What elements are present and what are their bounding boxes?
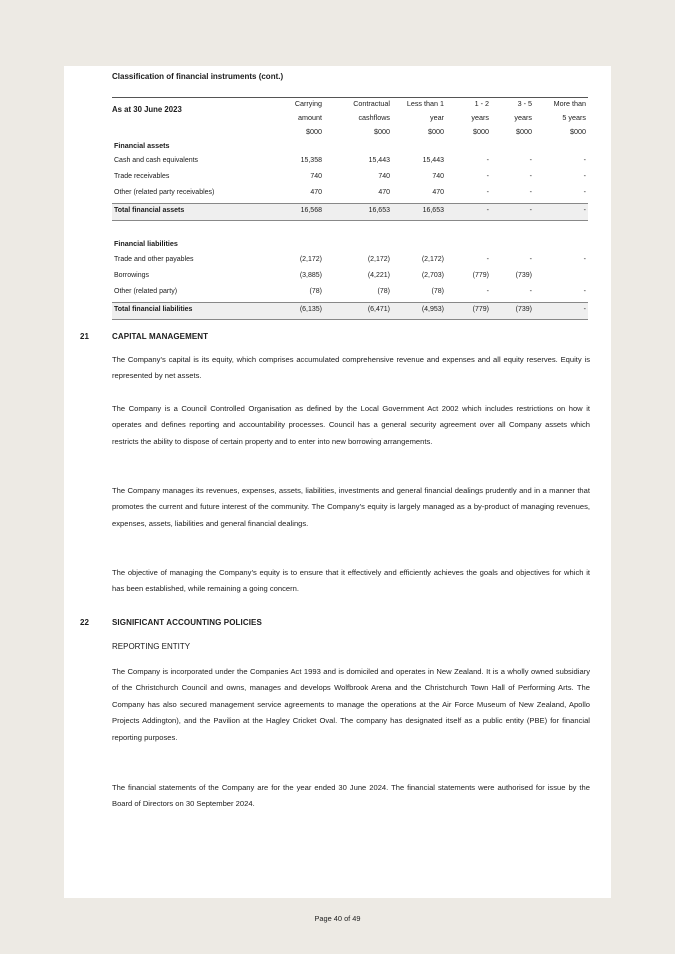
- table-row: Trade and other payables (2,172) (2,172) (2,172) - - -: [114, 256, 586, 263]
- subsection-title-reporting-entity: REPORTING ENTITY: [112, 642, 191, 651]
- table-header: [112, 97, 588, 139]
- section-title-significant-accounting-policies: SIGNIFICANT ACCOUNTING POLICIES: [112, 618, 262, 627]
- column-header-more-than-5-years: More than 5 years $000: [553, 99, 586, 136]
- total-financial-liabilities-row: Total financial liabilities (6,135) (6,471) (4,953) (779) (739) -: [112, 302, 588, 320]
- as-at-label: As at 30 June 2023: [112, 105, 182, 114]
- column-header-less-than-1-year: Less than 1 year $000: [406, 99, 444, 136]
- paragraph: The Company is incorporated under the Companies Act 1993 and is domiciled and operates in New Zealand. It is a wholly owned subsidiary of the Christchurch Council and owns, manages and develops Wolfbrook Arena and the Christchurch Town Hall of Performing Arts. The Company has also secured management service agreements to manage the operations at the Air Force Museum of New Zealand, Apollo Projects Addington), and the Pavilion at the Hagley Cricket Oval. The company has designated itself as a public entity (PBE) for financial reporting purposes.: [112, 667, 590, 742]
- paragraph: The Company manages its revenues, expenses, assets, liabilities, investments and general financial dealings prudently and in a manner that promotes the current and future interest of the community. The Company’s equity is largely managed as a by-product of managing revenues, expenses, assets, liabilities and general financial dealings.: [112, 486, 590, 528]
- column-header-3-5-years: 3 - 5 years $000: [514, 99, 532, 136]
- section-number-22: 22: [80, 618, 89, 627]
- section-number-21: 21: [80, 332, 89, 341]
- table-title: Classification of financial instruments (cont.): [112, 72, 284, 81]
- column-header-carrying-amount: Carrying amount $000: [294, 99, 322, 136]
- total-financial-assets-row: Total financial assets 16,568 16,653 16,653 - - -: [112, 203, 588, 221]
- table-row: Borrowings (3,885) (4,221) (2,703) (779) (739): [114, 272, 532, 279]
- document-page: [64, 66, 611, 898]
- section-title-capital-management: CAPITAL MANAGEMENT: [112, 332, 209, 341]
- paragraph: The financial statements of the Company are for the year ended 30 June 2024. The financial statements were authorised for issue by the Board of Directors on 30 September 2024.: [112, 783, 590, 809]
- paragraph: The Company’s capital is its equity, which comprises accumulated comprehensive revenue and expenses and all equity reserves. Equity is represented by net assets.: [112, 355, 590, 381]
- table-row: Trade receivables 740 740 740 - - -: [114, 173, 586, 180]
- page-number: Page 40 of 49: [314, 914, 361, 923]
- financial-liabilities-heading: Financial liabilities: [114, 239, 178, 248]
- financial-assets-heading: Financial assets: [114, 141, 170, 150]
- paragraph: The objective of managing the Company’s equity is to ensure that it effectively and efficiently achieves the goals and objectives for which it has been established, while remaining a going concern.: [112, 568, 590, 594]
- table-row: Other (related party) (78) (78) (78) - - -: [114, 288, 586, 295]
- table-row: Cash and cash equivalents 15,358 15,443 15,443 - - -: [114, 157, 586, 164]
- table-row: Other (related party receivables) 470 470 470 - - -: [114, 189, 586, 196]
- column-header-1-2-years: 1 - 2 years $000: [471, 99, 489, 136]
- column-header-contractual-cashflows: Contractual cashflows $000: [353, 99, 390, 136]
- paragraph: The Company is a Council Controlled Organisation as defined by the Local Government Act 2002 which includes restrictions on how it operates and defines reporting and accountability processes. Council has a general security agreement over all Company assets which restricts the ability to dispose of certain property and to enter into new borrowing arrangements.: [112, 404, 590, 446]
